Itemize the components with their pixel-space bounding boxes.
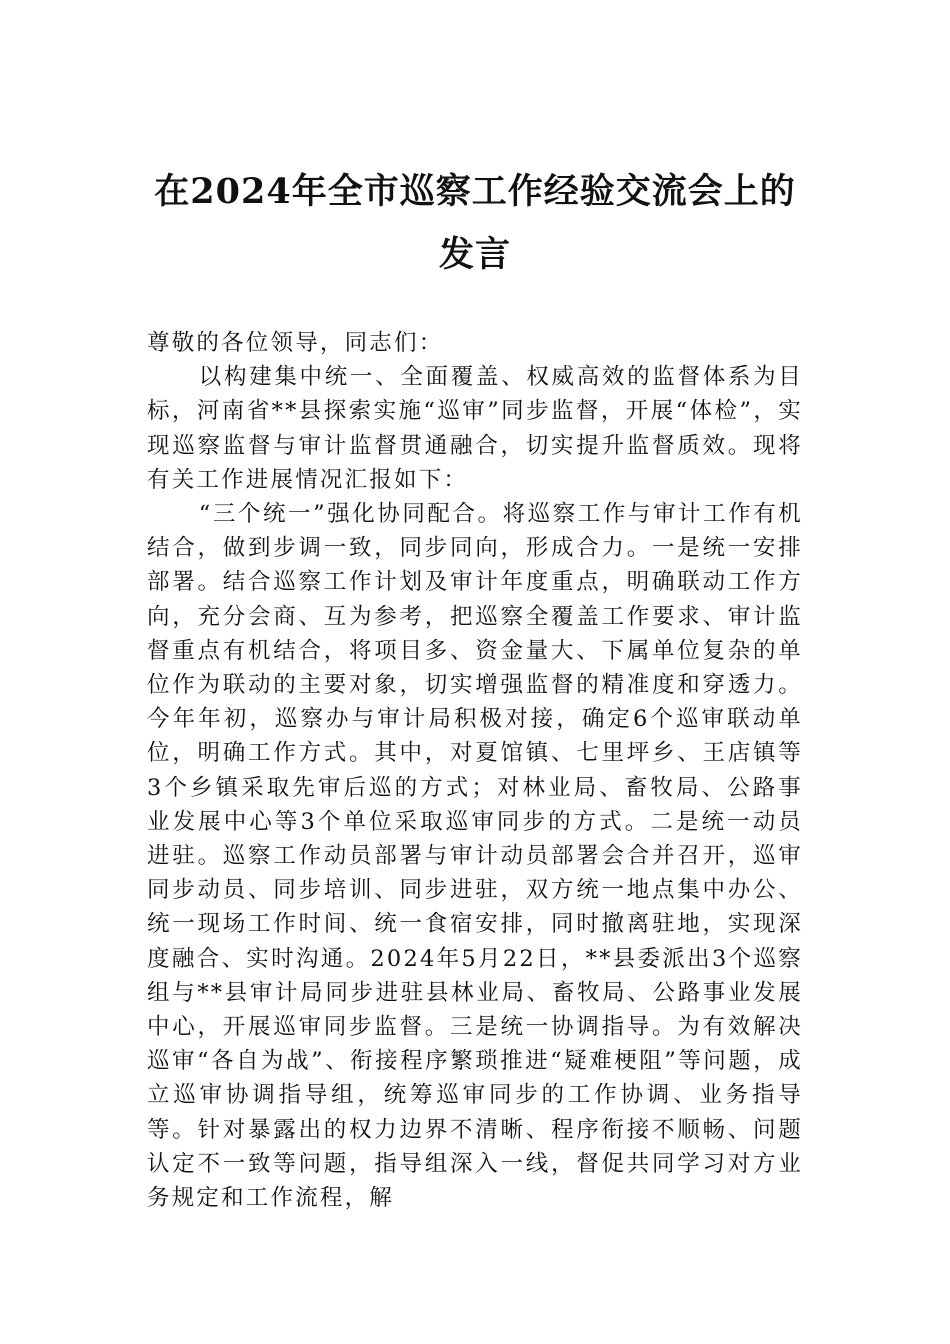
- document-title: 在2024年全市巡察工作经验交流会上的发言: [154, 171, 796, 275]
- paragraph-three-unified: “三个统一”强化协同配合。将巡察工作与审计工作有机结合，做到步调一致，同步同向，形成合力。一是统一安排部署。结合巡察工作计划及审计年度重点，明确联动工作方向，充分会商、互为参考，把巡察全覆盖工作要求、审计监督重点有机结合，将项目多、资金量大、下属单位复杂的单位作为联动的主要对象，切实增强监督的精准度和穿透力。今年年初，巡察办与审计局积极对接，确定6个巡审联动单位，明确工作方式。其中，对夏馆镇、七里坪乡、王店镇等3个乡镇采取先审后巡的方式；对林业局、畜牧局、公路事业发展中心等3个单位采取巡审同步的方式。二是统一动员进驻。巡察工作动员部署与审计动员部署会合并召开，巡审同步动员、同步培训、同步进驻，双方统一地点集中办公、统一现场工作时间、统一食宿安排，同时撤离驻地，实现深度融合、实时沟通。2024年5月22日，**县委派出3个巡察组与**县审计局同步进驻县林业局、畜牧局、公路事业发展中心，开展巡审同步监督。三是统一协调指导。为有效解决巡审“各自为战”、衔接程序繁琐推进“疑难梗阻”等问题，成立巡审协调指导组，统筹巡审同步的工作协调、业务指导等。针对暴露出的权力边界不清晰、程序衔接不顺畅、问题认定不一致等问题，指导组深入一线，督促共同学习对方业务规定和工作流程，解: [147, 501, 803, 1212]
- salutation: 尊敬的各位领导，同志们：: [147, 330, 444, 356]
- paragraph-intro: 以构建集中统一、全面覆盖、权威高效的监督体系为目标，河南省**县探索实施“巡审”同步监督，开展“体检”，实现巡察监督与审计监督贯通融合，切实提升监督质效。现将有关工作进展情况汇报如下：: [147, 364, 803, 493]
- document-body: [147, 326, 803, 1215]
